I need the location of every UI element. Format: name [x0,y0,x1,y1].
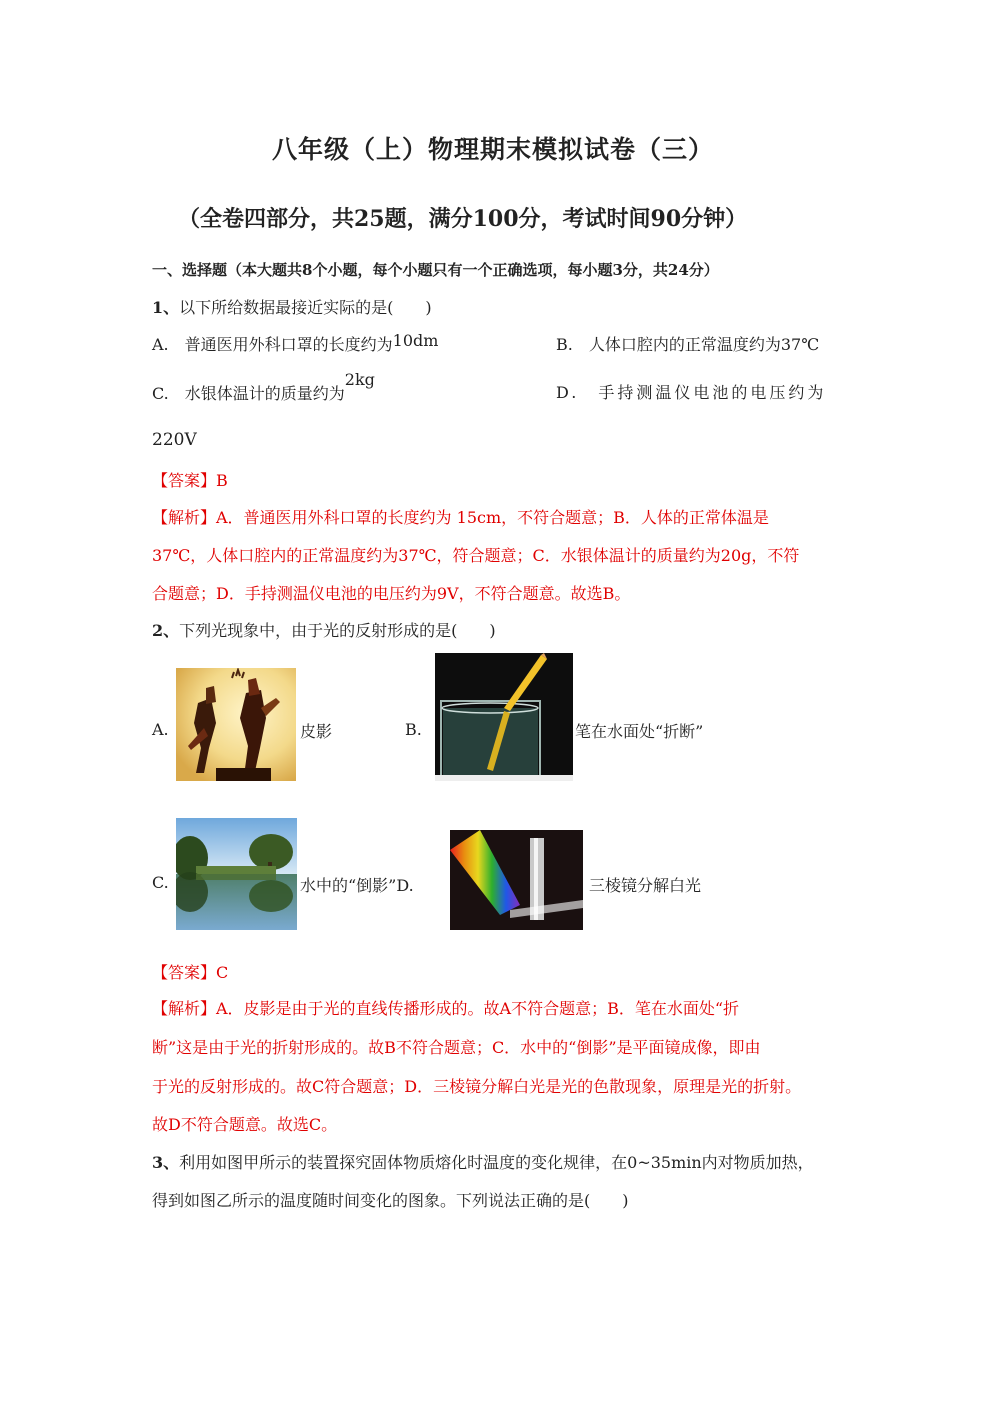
q1-option-d-continued: 220V [152,430,197,450]
q2-option-c-label: C. [152,873,169,892]
question-number: 2、 [152,621,180,640]
q2-analysis-line2: 断”这是由于光的折射形成的。故B不符合题意；C．水中的“倒影”是平面镜成像，即由 [152,1038,761,1057]
option-text: C. 水银体温计的质量约为 [152,384,345,403]
section-heading: 一、选择题（本大题共8个小题，每个小题只有一个正确选项，每小题3分，共24分） [152,261,719,279]
shadow-puppet-image [176,668,296,781]
q1-option-d: D. 手持测温仪电池的电压约为 [556,383,827,402]
q2-option-c-text: 水中的“倒影”D. [300,876,414,895]
q1-analysis-line2: 37℃，人体口腔内的正常温度约为37℃，符合题意；C．水银体温计的质量约为20g，不符 [152,546,800,565]
page-subtitle: （全卷四部分，共25题，满分100分，考试时间90分钟） [178,206,748,232]
q1-option-c [152,370,375,404]
question-text: 利用如图甲所示的装置探究固体物质熔化时温度的变化规律，在0~35min内对物质加热， [179,1153,814,1172]
q2-option-b-label: B. [405,720,422,739]
q1-analysis-line3: 合题意；D．手持测温仪电池的电压约为9V，不符合题意。故选B。 [152,584,631,603]
option-value: 2kg [344,370,375,389]
q2-option-b-text: 笔在水面处“折断” [575,722,704,741]
q1-answer: 【答案】B [152,471,228,490]
question-3 [152,1150,814,1173]
q2-answer: 【答案】C [152,963,229,982]
prism-image [450,830,583,930]
reflection-image [176,818,297,930]
question-number: 1、 [152,298,180,317]
q2-option-a-text: 皮影 [300,722,333,741]
question-2 [152,618,496,641]
q2-analysis-line4: 故D不符合题意。故选C。 [152,1115,338,1134]
page-title: 八年级（上）物理期末模拟试卷（三） [272,135,715,164]
q2-analysis-line1: 【解析】A．皮影是由于光的直线传播形成的。故A不符合题意；B．笔在水面处“折 [152,999,740,1018]
q2-analysis-line3: 于光的反射形成的。故C符合题意；D．三棱镜分解白光是光的色散现象，原理是光的折射。 [152,1077,802,1096]
q1-analysis-line1: 【解析】A．普通医用外科口罩的长度约为 15cm，不符合题意；B．人体的正常体温是 [152,508,769,527]
question-text: 以下所给数据最接近实际的是( ) [179,298,432,317]
q2-option-a-label: A. [152,720,169,739]
question-text: 下列光现象中，由于光的反射形成的是( ) [179,621,496,640]
option-text: A. 普通医用外科口罩的长度约为 [152,335,393,354]
q1-option-b: B. 人体口腔内的正常温度约为37℃ [556,335,820,354]
option-value: 10dm [392,331,439,350]
question-number: 3、 [152,1153,180,1172]
q2-option-d-text: 三棱镜分解白光 [589,876,702,895]
q1-option-a [152,332,438,355]
question-1 [152,295,432,318]
question-3-line2: 得到如图乙所示的温度随时间变化的图象。下列说法正确的是( ) [152,1191,629,1210]
pencil-in-water-image [435,653,573,781]
